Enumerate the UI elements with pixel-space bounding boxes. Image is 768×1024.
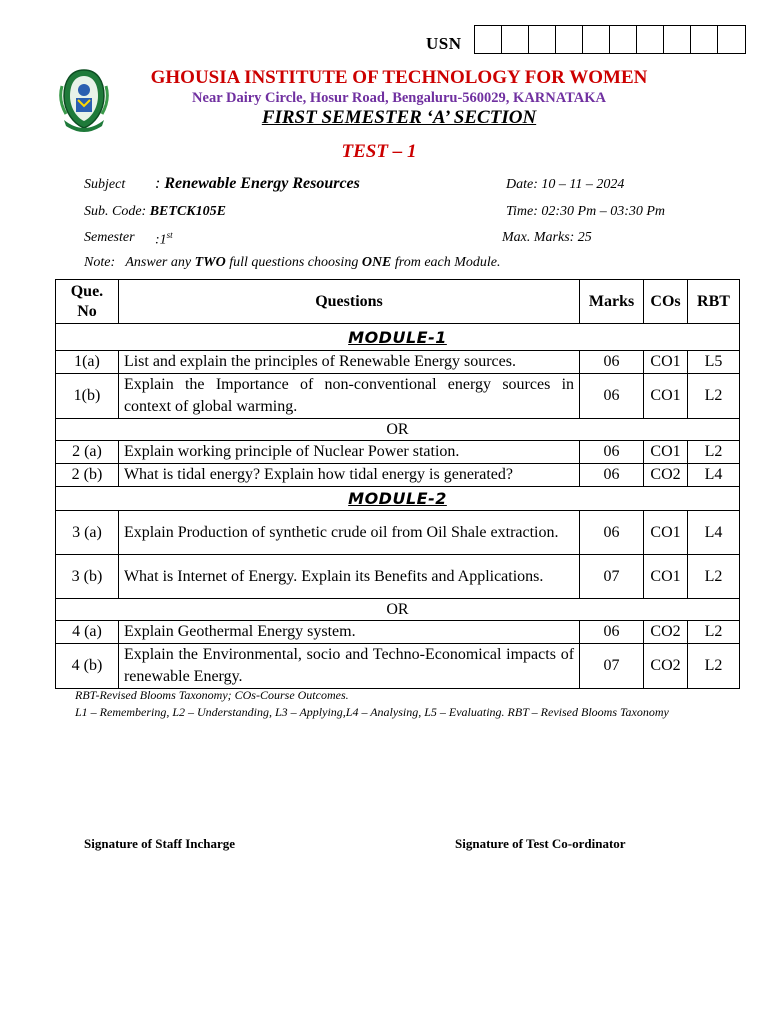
marks-cell: 06 — [580, 464, 644, 487]
qno-cell: 1(a) — [56, 351, 119, 374]
semester-title: FIRST SEMESTER ‘A’ SECTION — [261, 107, 537, 128]
co-cell: CO1 — [644, 374, 688, 419]
header-qno: Que. No — [56, 280, 119, 324]
co-cell: CO1 — [644, 555, 688, 599]
co-cell: CO2 — [644, 644, 688, 689]
co-cell: CO1 — [644, 441, 688, 464]
header-rbt: RBT — [688, 280, 740, 324]
staff-signature-label: Signature of Staff Incharge — [84, 836, 236, 851]
question-cell: Explain the Environmental, socio and Techno-Economical impacts of renewable Energy. — [118, 644, 579, 689]
table-row — [56, 441, 740, 464]
max-marks: Max. Marks: 25 — [502, 230, 592, 245]
module-1-title: MODULE-1 — [56, 324, 740, 351]
subject-separator: : — [155, 175, 165, 192]
marks-cell: 07 — [580, 644, 644, 689]
rbt-cell: L2 — [688, 644, 740, 689]
table-row — [56, 351, 740, 374]
rbt-cell: L2 — [688, 621, 740, 644]
footnote-levels: L1 – Remembering, L2 – Understanding, L3 – Applying,L4 – Analysing, L5 – Evaluating. RBT – Revised Blooms Taxonomy — [75, 705, 669, 719]
table-header-row — [56, 280, 740, 324]
question-cell: Explain the Importance of non-conventional energy sources in context of global warming. — [118, 374, 579, 419]
header-questions: Questions — [118, 280, 579, 324]
qno-cell: 3 (a) — [56, 511, 119, 555]
rbt-cell: L5 — [688, 351, 740, 374]
note-suffix: from each Module. — [391, 255, 501, 270]
semester-label: Semester — [84, 230, 135, 245]
rbt-cell: L2 — [688, 555, 740, 599]
test-title: TEST – 1 — [341, 141, 417, 162]
marks-cell: 06 — [580, 621, 644, 644]
subcode-label: Sub. Code: — [84, 204, 150, 219]
qno-cell: 2 (b) — [56, 464, 119, 487]
note-mid: full questions choosing — [225, 255, 362, 270]
marks-cell: 06 — [580, 511, 644, 555]
subject-label: Subject — [84, 177, 126, 192]
table-row — [56, 511, 740, 555]
semester-sup: st — [166, 230, 173, 240]
usn-box — [610, 26, 637, 53]
institute-address: Near Dairy Circle, Hosur Road, Bengaluru-560029, KARNATAKA — [192, 90, 606, 106]
marks-cell: 06 — [580, 441, 644, 464]
module-row — [56, 324, 740, 351]
question-cell: Explain working principle of Nuclear Power station. — [118, 441, 579, 464]
exam-date: Date: 10 – 11 – 2024 — [506, 177, 625, 192]
semester-line — [155, 230, 173, 249]
co-cell: CO2 — [644, 621, 688, 644]
usn-box — [637, 26, 664, 53]
question-cell: Explain Production of synthetic crude oil from Oil Shale extraction. — [118, 511, 579, 555]
or-separator: OR — [56, 419, 740, 441]
table-row — [56, 464, 740, 487]
coordinator-signature-label: Signature of Test Co-ordinator — [455, 836, 626, 851]
note-prefix: Note: Answer any — [84, 255, 195, 270]
module-2-title: MODULE-2 — [56, 487, 740, 511]
table-row — [56, 555, 740, 599]
question-cell: What is Internet of Energy. Explain its Benefits and Applications. — [118, 555, 579, 599]
subject-line — [155, 175, 360, 193]
rbt-cell: L4 — [688, 464, 740, 487]
co-cell: CO1 — [644, 351, 688, 374]
or-row — [56, 599, 740, 621]
rbt-cell: L2 — [688, 441, 740, 464]
qno-cell: 2 (a) — [56, 441, 119, 464]
qno-cell: 4 (b) — [56, 644, 119, 689]
note-two: TWO — [194, 255, 226, 270]
or-separator: OR — [56, 599, 740, 621]
usn-box — [664, 26, 691, 53]
usn-box — [529, 26, 556, 53]
question-cell: Explain Geothermal Energy system. — [118, 621, 579, 644]
institute-name: GHOUSIA INSTITUTE OF TECHNOLOGY FOR WOMEN — [150, 67, 648, 88]
usn-boxes — [474, 25, 746, 54]
note-one: ONE — [361, 255, 392, 270]
subcode-value: BETCK105E — [149, 204, 226, 219]
marks-cell: 07 — [580, 555, 644, 599]
usn-box — [691, 26, 718, 53]
question-cell: List and explain the principles of Renewable Energy sources. — [118, 351, 579, 374]
exam-time: Time: 02:30 Pm – 03:30 Pm — [506, 204, 666, 219]
note-line — [84, 255, 501, 271]
rbt-cell: L4 — [688, 511, 740, 555]
marks-cell: 06 — [580, 351, 644, 374]
marks-cell: 06 — [580, 374, 644, 419]
usn-box — [502, 26, 529, 53]
usn-box — [556, 26, 583, 53]
rbt-cell: L2 — [688, 374, 740, 419]
footnote-abbreviations: RBT-Revised Blooms Taxonomy; COs-Course Outcomes. — [75, 688, 349, 702]
module-row — [56, 487, 740, 511]
table-row — [56, 621, 740, 644]
header-cos: COs — [644, 280, 688, 324]
co-cell: CO1 — [644, 511, 688, 555]
semester-value: :1 — [155, 232, 167, 248]
usn-label: USN — [426, 34, 462, 53]
header-marks: Marks — [580, 280, 644, 324]
table-row — [56, 374, 740, 419]
or-row — [56, 419, 740, 441]
usn-box — [475, 26, 502, 53]
qno-cell: 1(b) — [56, 374, 119, 419]
question-table — [55, 279, 740, 689]
qno-cell: 4 (a) — [56, 621, 119, 644]
subcode-line — [84, 204, 226, 220]
table-row — [56, 644, 740, 689]
usn-box — [583, 26, 610, 53]
qno-cell: 3 (b) — [56, 555, 119, 599]
subject-value: Renewable Energy Resources — [164, 175, 360, 192]
co-cell: CO2 — [644, 464, 688, 487]
usn-box — [718, 26, 745, 53]
question-cell: What is tidal energy? Explain how tidal energy is generated? — [118, 464, 579, 487]
